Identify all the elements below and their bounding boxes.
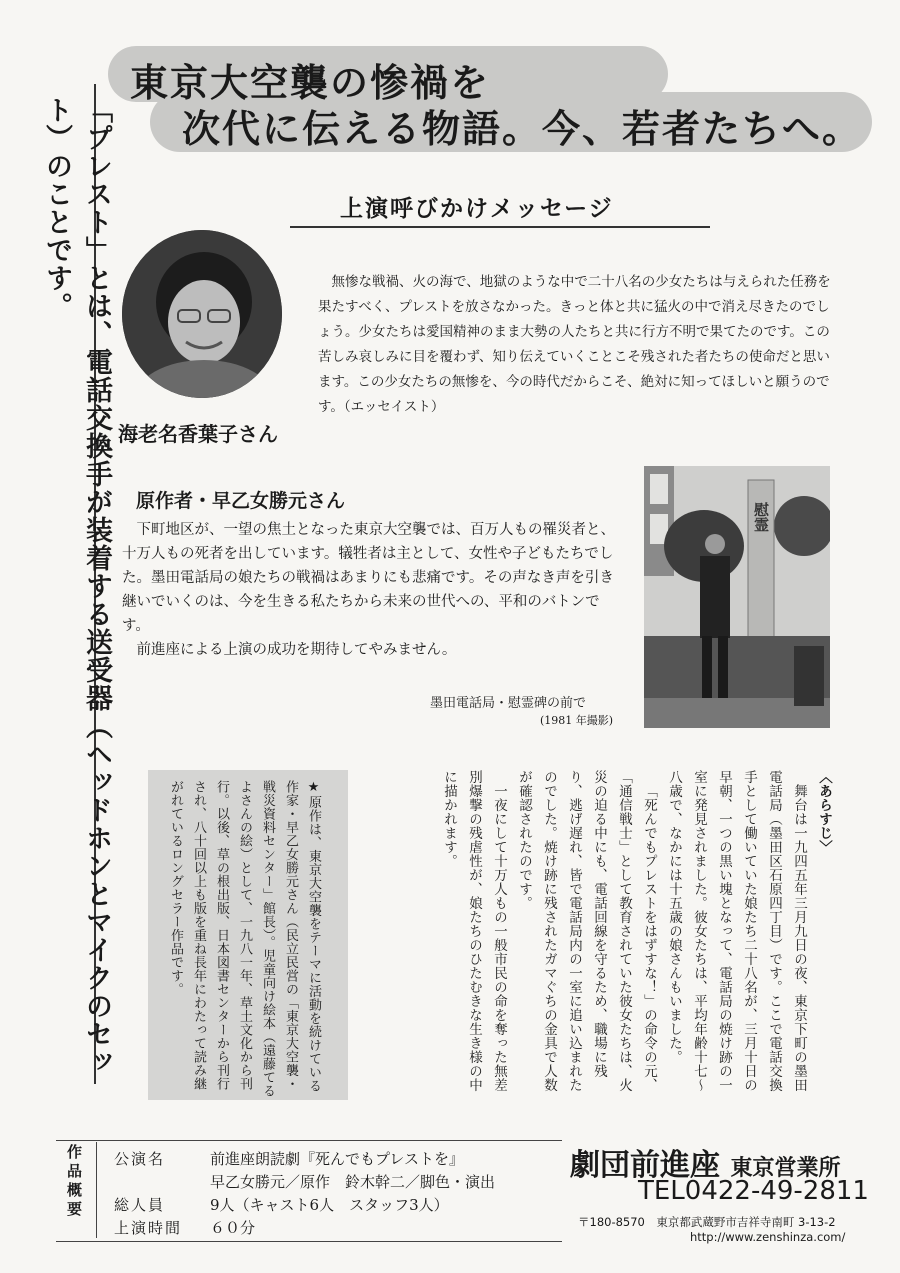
synopsis-heading: 〈あらすじ〉 (816, 770, 832, 854)
message2-paragraph: 下町地区が、一望の焦土となった東京大空襲では、百万人もの罹災者と、十万人もの死者を出しています。犠牲者は主として、女性や子どもたちでした。墨田電話局の娘たちの戦禍はあまりにも悲痛です。その声なき声を引き継いでいくのは、今を生きる私たちから未来の世代への、平和のバトンです。 (122, 522, 615, 634)
headline-line1: 東京大空襲の惨禍を (130, 60, 491, 105)
summary-value: 早乙女勝元／原作 鈴木幹二／脚色・演出 (210, 1173, 496, 1191)
monument-inscription: 慰霊 (752, 502, 770, 532)
message1-name: 海老名香葉子さん (118, 422, 278, 446)
organization-url[interactable]: http://www.zenshinza.com/ (690, 1230, 846, 1244)
organization-branch: 東京営業所 (730, 1155, 841, 1181)
summary-key: 公演名 (114, 1150, 166, 1168)
message2-name: 原作者・早乙女勝元さん (136, 490, 346, 512)
original-note: ★原作は、東京大空襲をテーマに活動を続けている作家・早乙女勝元さん（民立民営の「東京大空襲・戦災資料センター」館長）。児童向け絵本（遠藤てるよさんの絵）として、一九八一年、草土文化から刊行。以後、草の根出版、日本図書センターから刊行され、八十回以上も版を重ね長年にわたって読み継がれているロングセラー作品です。 (168, 780, 321, 1098)
organization-name: 劇団前進座 (570, 1148, 720, 1183)
side-note: 「プレスト」とは、電話交換手が装着する送受器（ヘッドホンとマイクのセット）のことです。 (41, 96, 112, 1076)
organization-tel: TEL0422-49-2811 (638, 1176, 869, 1206)
summary-label: 作品概要 (65, 1144, 83, 1220)
summary-row (114, 1217, 255, 1238)
synopsis-paragraph: 舞台は一九四五年三月九日の夜、東京下町の墨田電話局（墨田区石原四丁目）です。ここで電話交換手として働いていた娘たち二十八名が、三月十日の早朝、一つの黒い塊となって、電話局の焼け跡の一室に発見されました。彼女たちは、平均年齢十七〜八歳で、なかには十五歳の娘さんもいました。 (666, 770, 807, 1092)
summary-row (114, 1148, 464, 1169)
synopsis-paragraph: 「死んでもプレストをはずすな！」の命令の元、「通信戦士」として教育されていた彼女たちは、火災の迫る中にも、電話回線を守るため、職場に残り、逃げ遅れ、皆で電話局内の一室に追い込まれたのでした。焼け跡に残されたガマぐちの金具で人数が確認されたのです。 (516, 770, 657, 1092)
section-title: 上演呼びかけメッセージ (340, 195, 614, 222)
message2-paragraph: 前進座による上演の成功を期待してやみません。 (136, 642, 457, 658)
summary-key: 総人員 (114, 1196, 166, 1214)
message1-text: 無惨な戦禍、火の海で、地獄のような中で二十八名の少女たちは与えられた任務を果たすべく、プレストを放さなかった。きっと体と共に猛火の中で消え尽きたのでしょう。少女たちは愛国精神のまま大勢の人たちと共に行方不明で果てたのです。この苦しみ哀しみに目を覆わず、知り伝えていくことこそ残された者たちの使命だと思います。この少女たちの無惨を、今の時代だからこそ、絶対に知ってほしいと願うのです。（エッセイスト） (318, 274, 831, 415)
summary-value: 9人（キャスト6人 スタッフ3人） (210, 1196, 449, 1214)
summary-divider (96, 1142, 97, 1238)
headline-line2: 次代に伝える物語。今、若者たちへ。 (182, 106, 863, 151)
portrait-photo (122, 230, 282, 398)
summary-row (114, 1194, 449, 1215)
photo-year: (1981 年撮影) (540, 714, 614, 727)
synopsis (376, 770, 836, 1100)
message2-text (122, 518, 622, 662)
synopsis-paragraph: 一夜にして十万人もの一般市民の命を奪った無差別爆撃の残虐性が、娘たちのひたむきな生き様の中に描かれます。 (441, 770, 507, 1092)
summary-value: ６０分 (210, 1219, 256, 1237)
organization-address: 〒180-8570 東京都武蔵野市吉祥寺南町 3-13-2 (578, 1215, 836, 1229)
summary-key: 上演時間 (114, 1219, 183, 1237)
summary-value: 前進座朗読劇『死んでもプレストを』 (210, 1150, 464, 1168)
photo-caption: 墨田電話局・慰霊碑の前で (430, 696, 587, 711)
summary-row (114, 1171, 495, 1192)
monument-photo (644, 466, 830, 728)
section-divider (290, 226, 710, 228)
